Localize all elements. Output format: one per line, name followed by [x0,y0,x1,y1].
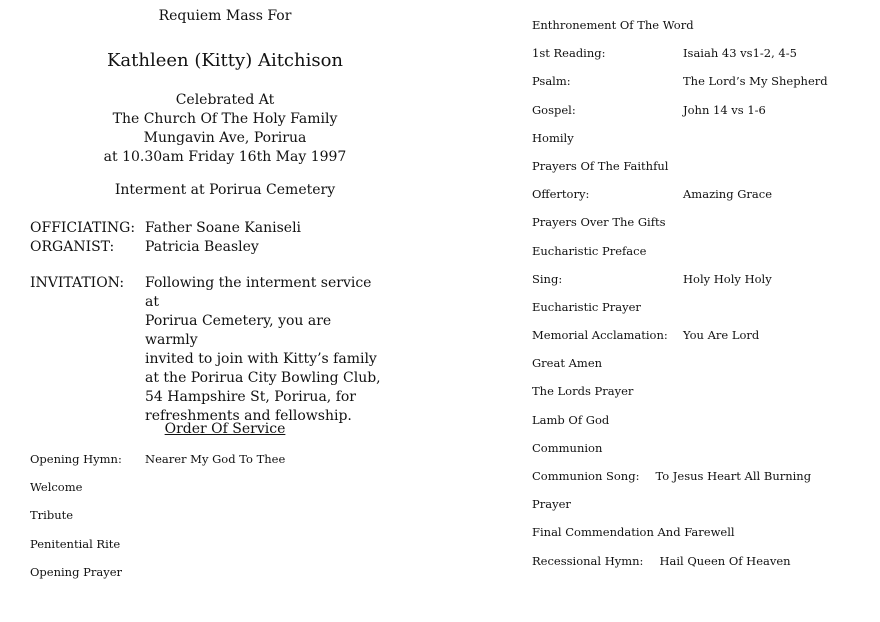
order-item-label: Tribute [30,508,74,523]
order-item-label: Recessional Hymn: [532,553,644,568]
order-item-label: Sing: [532,271,563,286]
order-item-label: The Lords Prayer [532,384,634,399]
order-item [30,537,285,565]
invitation-line: invited to join with Kitty’s family [145,351,377,367]
order-item [30,452,285,480]
order-item-label: Gospel: [532,102,576,117]
order-item-label: Memorial Acclamation: [532,328,668,343]
organist-value: Patricia Beasley [145,239,259,255]
order-item-label: Opening Prayer [30,564,122,579]
order-item [532,74,828,102]
order-item-label: Enthronement Of The Word [532,18,694,32]
order-list-right [532,18,828,582]
order-item [532,356,828,384]
order-item-label: Prayer [532,497,571,512]
invitation-line: 54 Hampshire St, Porirua, for [145,389,356,405]
order-item-label: Final Commendation And Farewell [532,525,735,540]
order-item [532,272,828,300]
order-item [532,159,828,187]
order-list-left [30,452,285,593]
order-item-label: Prayers Over The Gifts [532,215,666,230]
order-item-label: Welcome [30,480,83,495]
order-item [532,131,828,159]
order-item [532,18,828,46]
order-item-value: Amazing Grace [683,187,773,202]
requiem-heading: Requiem Mass For [158,8,292,24]
order-item [532,103,828,131]
order-item [532,441,828,469]
right-page [490,0,880,622]
order-item-label: Communion Song: [532,469,640,483]
officiating-row [30,219,301,238]
invitation-line: Following the interment service at [145,275,372,310]
celebration-line: Mungavin Ave, Porirua [143,130,307,146]
order-item [532,384,828,412]
order-item-value: You Are Lord [683,328,760,343]
order-item [532,244,828,272]
organist-label: ORGANIST: [30,239,115,255]
invitation-line: Porirua Cemetery, you are warmly [145,313,332,348]
order-item [532,46,828,74]
order-item [30,565,285,593]
order-item-value: Holy Holy Holy [683,271,772,286]
celebration-line: The Church Of The Holy Family [112,111,338,127]
order-item-label: Lamb Of God [532,412,610,427]
order-of-service-title: Order Of Service [164,421,286,437]
invitation-line: at the Porirua City Bowling Club, [145,370,381,386]
order-item [30,480,285,508]
order-item-label: Eucharistic Preface [532,243,647,258]
order-item [30,508,285,536]
order-item-value: John 14 vs 1-6 [683,102,766,117]
order-item-value: The Lord’s My Shepherd [683,74,828,89]
order-item [532,187,828,215]
order-item [532,554,828,582]
order-item [532,497,828,525]
order-item-label: Penitential Rite [30,536,121,551]
order-item-label: Eucharistic Prayer [532,299,641,314]
order-item [532,215,828,243]
order-item [532,328,828,356]
order-item-label: Homily [532,130,574,145]
order-item-label: Communion [532,440,603,455]
order-item-label: Opening Hymn: [30,452,122,466]
invitation-text [145,274,385,426]
officiating-label: OFFICIATING: [30,220,136,236]
invitation-label: INVITATION: [30,275,125,291]
order-item [532,300,828,328]
order-item-label: Great Amen [532,356,603,371]
interment-line: Interment at Porirua Cemetery [114,182,336,198]
order-item [532,413,828,441]
organist-row [30,238,301,257]
order-item-label: Offertory: [532,187,590,202]
order-item [532,469,828,497]
deceased-name: Kathleen (Kitty) Aitchison [106,50,344,71]
order-item-value: Nearer My God To Thee [145,452,286,466]
celebration-line: Celebrated At [175,92,275,108]
order-item-value: Isaiah 43 vs1-2, 4-5 [683,46,797,61]
order-item-label: Psalm: [532,74,571,89]
officiating-value: Father Soane Kaniseli [145,220,302,236]
invitation-block [30,274,385,426]
order-item-label: Prayers Of The Faithful [532,158,669,173]
order-item-label: 1st Reading: [532,46,606,61]
order-item-value: To Jesus Heart All Burning [655,469,812,483]
celebration-line: at 10.30am Friday 16th May 1997 [103,149,347,165]
invitation-line: refreshments and fellowship. [145,408,352,424]
order-item-value: Hail Queen Of Heaven [659,553,791,568]
celebration-details [0,91,450,167]
order-item [532,525,828,553]
roles-block [30,219,301,257]
